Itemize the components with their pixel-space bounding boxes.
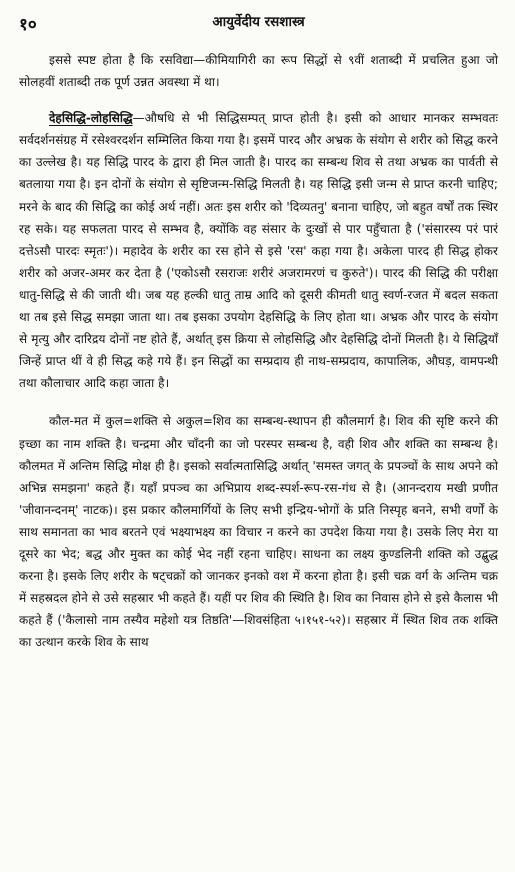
page-header [19, 10, 498, 36]
page-number: १० [19, 15, 37, 35]
paragraph-dehasiddhi-lohasiddhi [19, 107, 498, 394]
paragraph-text: —औषधि से भी सिद्धिसम्पत् प्राप्त होती है। इसी को आधार मानकर सम्भवतः सर्वदर्शनसंग्रह में रसेश्वरदर्शन सम्मिलित किया गया है। इसमें पारद और अभ्रक के संयोग से शरीर को सिद्ध करने का उल्लेख है। यह सिद्धि पारद के द्वारा ही मिल जाती है। पारद का सम्बन्ध शिव से तथा अभ्रक का पार्वती से बतलाया गया है। इन दोनों के संयोग से सृष्टिजन्म-सिद्धि मिलती है। यह सिद्धि इसी जन्म से प्राप्त करनी चाहिए; मरने के बाद की सिद्धि का कोई अर्थ नहीं। अतः इस शरीर को 'दिव्यतनु' बनाना चाहिए, जो बहुत वर्षों तक स्थिर रह सके। यह सफलता पारद से सम्भव है, क्योंकि वह संसार के दुःखों से पार पहुँचाता है ('संसारस्य परं पारं दत्तेऽसौ पारदः स्मृतः')। महादेव के शरीर का रस होने से इसे 'रस' कहा गया है। अकेला पारद ही सिद्ध होकर शरीर को अजर-अमर कर देता है ('एकोऽसौ रसराजः शरीरं अजरामरणं च कुरुते')। पारद की सिद्धि की परीक्षा धातु-सिद्धि से की जाती थी। जब यह हल्की धातु ताम्र आदि को दूसरी कीमती धातु स्वर्ण-रजत में बदल सकता था तब इसे सिद्ध समझा जाता था। तब इसका उपयोग देहसिद्धि के लिए होता था। अभ्रक और पारद के संयोग से मृत्यु और दारिद्रय दोनों नष्ट होते हैं, अर्थात् इस क्रिया से लोहसिद्धि और देहसिद्धि दोनों मिलती है। ये सिद्धियाँ जिन्हें प्राप्त थीं वे ही सिद्ध कहे गये हैं। इन सिद्धों का सम्प्रदाय ही नाथ-सम्प्रदाय, कापालिक, औघड़, वामपन्थी तथा कौलाचार आदि कहा जाता है। [19, 111, 498, 391]
section-term: देहसिद्धि-लोहसिद्धि [49, 111, 133, 126]
paragraph-rasavidya-history [19, 49, 498, 93]
running-head: आयुर्वेदीय रसशास्त्र [212, 14, 305, 30]
paragraph-text: कौल-मत में कुल=शक्ति से अकुल=शिव का सम्बन्ध-स्थापन ही कौलमार्ग है। शिव की सृष्टि करने की इच्छा का नाम शक्ति है। चन्द्रमा और चाँदनी का जो परस्पर सम्बन्ध है, वही शिव और शक्ति का सम्बन्ध है। कौलमत में अन्तिम सिद्धि मोक्ष ही है। इसको सर्वात्मतासिद्धि अर्थात् 'समस्त जगत् के प्रपञ्चों के साथ अपने को अभिन्न समझना' कहते हैं। यहाँ प्रपञ्च का अभिप्राय शब्द-स्पर्श-रूप-रस-गंध से है। (आनन्दराय मखी प्रणीत 'जीवानन्दनम्' नाटक)। इस प्रकार कौलमार्गियों के लिए सभी इन्द्रिय-भोगों के प्रति निस्पृह बनने, सभी वर्णों के साथ समानता का भाव बरतने एवं भक्ष्याभक्ष्य का विचार न करने का उपदेश किया गया है। उसके लिए मेरा या दूसरे का भेद; बद्ध और मुक्त का कोई भेद नहीं रहना चाहिए। साधना का लक्ष्य कुण्डलिनी शक्ति को उद्बुद्ध करना है। इसके लिए शरीर के षट्चक्रों को जानकर इनको वश में करना होता है। इसी चक्र वर्ग के अन्तिम चक्र में सहस्रदल होने से उसे सहस्रार भी कहते हैं। यहीं पर शिव की स्थिति है। शिव का निवास होने से इसे कैलास भी कहते हैं ('कैलासो नाम तस्यैव महेशो यत्र तिष्ठति'—शिवसंहिता ५।१५१-५२)। सहस्रार में स्थित शिव तक शक्ति का उत्थान करके शिव के साथ [19, 414, 498, 650]
paragraph-kaul-mat [19, 410, 498, 653]
paragraph-text: इससे स्पष्ट होता है कि रसविद्या—कीमियागिरी का रूप सिद्धों से ९वीं शताब्दी में प्रचलित हुआ जो सोलहवीं शताब्दी तक पूर्ण उन्नत अवस्था में था। [19, 53, 498, 90]
